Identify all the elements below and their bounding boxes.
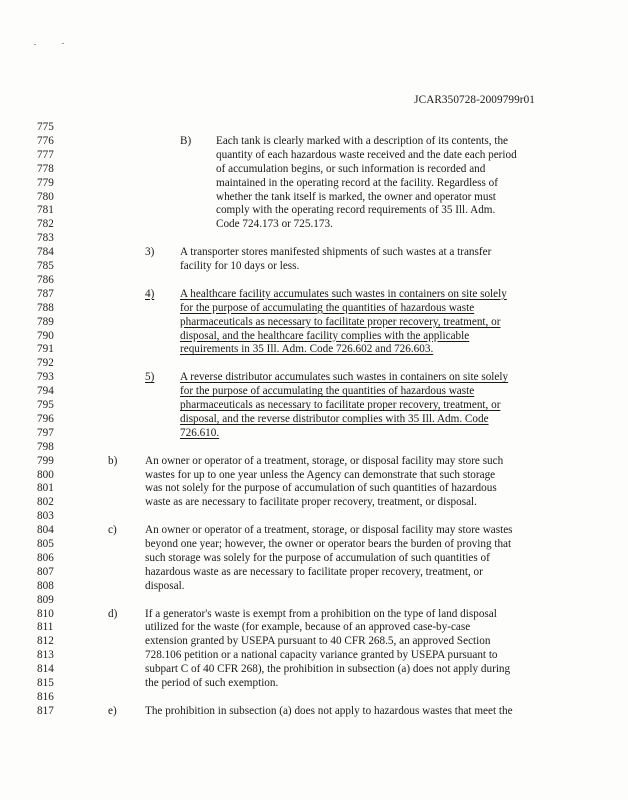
line-number: 811 — [37, 621, 54, 634]
item-label: c) — [108, 524, 117, 537]
item-text-line: An owner or operator of a treatment, storage, or disposal facility may store such — [145, 454, 504, 467]
item-label: 5) — [145, 371, 155, 384]
item-text-line: pharmaceuticals as necessary to facilitate proper recovery, treatment, or — [180, 315, 501, 328]
item-text-line: for the purpose of accumulating the quantities of hazardous waste — [180, 301, 475, 314]
item-text-line: 728.106 petition or a national capacity variance granted by USEPA pursuant to — [145, 649, 498, 662]
item-label: 4) — [145, 287, 155, 300]
item-text-line: pharmaceuticals as necessary to facilitate proper recovery, treatment, or — [180, 399, 501, 411]
line-number: 817 — [37, 704, 54, 717]
item-text-line: A reverse distributor accumulates such wastes in containers on site solely — [180, 371, 509, 384]
item-text-line: A transporter stores manifested shipments of such wastes at a transfer — [180, 246, 492, 259]
line-number: 810 — [37, 607, 54, 620]
item-text-line: disposal. — [145, 579, 185, 592]
item-text-line: extension granted by USEPA pursuant to 40 CFR 268.5, an approved Section — [145, 635, 491, 648]
line-number: 795 — [37, 399, 54, 411]
line-number: 785 — [37, 260, 54, 272]
item-text-line: beyond one year; however, the owner or operator bears the burden of proving that — [145, 538, 512, 550]
line-number: 778 — [37, 162, 54, 175]
line-number: 796 — [37, 412, 54, 425]
line-number: 777 — [37, 148, 54, 161]
item-text-line: quantity of each hazardous waste received and the date each period — [216, 148, 517, 161]
item-text-line: maintained in the operating record at the facility. Regardless of — [216, 176, 498, 189]
item-text-line: for the purpose of accumulating the quantities of hazardous waste — [180, 385, 475, 398]
item-text-line: The prohibition in subsection (a) does not apply to hazardous wastes that meet the — [145, 704, 513, 717]
item-label: e) — [108, 704, 117, 717]
line-number: 792 — [37, 357, 54, 370]
line-number: 794 — [37, 385, 54, 398]
item-text-line: hazardous waste as are necessary to facilitate proper recovery, treatment, or — [145, 565, 483, 578]
item-text-line: disposal, and the healthcare facility complies with the applicable — [180, 329, 470, 342]
line-number: 801 — [37, 482, 54, 495]
line-number: 779 — [37, 176, 54, 189]
line-number: 800 — [37, 468, 54, 481]
item-label: d) — [108, 607, 118, 620]
line-number: 805 — [37, 538, 54, 550]
item-text-line: was not solely for the purpose of accumulation of such quantities of hazardous — [145, 482, 497, 495]
item-text-line: the period of such exemption. — [145, 677, 279, 689]
line-number: 780 — [37, 190, 54, 203]
line-number: 815 — [37, 677, 54, 689]
line-number: 804 — [37, 524, 54, 537]
item-text-line: subpart C of 40 CFR 268), the prohibition in subsection (a) does not apply during — [145, 663, 511, 676]
item-text-line: Each tank is clearly marked with a description of its contents, the — [216, 134, 509, 147]
line-number: 787 — [37, 287, 54, 300]
line-number: 812 — [37, 635, 54, 648]
line-number: 799 — [37, 454, 54, 467]
item-text-line: If a generator's waste is exempt from a prohibition on the type of land disposal — [145, 607, 497, 620]
line-number: 775 — [37, 121, 54, 133]
line-number: 813 — [37, 649, 54, 662]
item-text-line: comply with the operating record requirements of 35 Ill. Adm. — [216, 204, 496, 217]
line-number: 814 — [37, 663, 54, 676]
item-text-line: disposal, and the reverse distributor complies with 35 Ill. Adm. Code — [180, 412, 489, 425]
document-header-id: JCAR350728-2009799r01 — [414, 94, 535, 106]
item-label: B) — [180, 134, 192, 147]
item-text-line: facility for 10 days or less. — [180, 260, 300, 272]
item-text-line: such storage was solely for the purpose of accumulation of such quantities of — [145, 551, 490, 564]
line-number: 803 — [37, 510, 54, 523]
item-text-line: Code 724.173 or 725.173. — [216, 218, 333, 231]
item-text-line: utilized for the waste (for example, because of an approved case-by-case — [145, 621, 471, 634]
line-number: 786 — [37, 273, 54, 286]
item-text-line: of accumulation begins, or such information is recorded and — [216, 162, 486, 175]
line-number: 776 — [37, 134, 54, 147]
line-number: 808 — [37, 579, 54, 592]
item-text-line: wastes for up to one year unless the Agency can demonstrate that such storage — [145, 468, 496, 481]
item-text-line: whether the tank itself is marked, the owner and operator must — [216, 190, 496, 203]
item-label: 3) — [145, 246, 155, 259]
item-text-line: 726.610. — [180, 426, 220, 439]
item-text-line: waste as are necessary to facilitate proper recovery, treatment, or disposal. — [145, 496, 477, 509]
line-number: 781 — [37, 204, 54, 217]
line-number: 788 — [37, 301, 54, 314]
item-text-line: An owner or operator of a treatment, storage, or disposal facility may store wastes — [145, 524, 513, 537]
item-label: b) — [108, 454, 118, 467]
line-number: 783 — [37, 232, 54, 245]
line-number: 782 — [37, 218, 54, 231]
line-number: 816 — [37, 690, 54, 703]
line-number: 784 — [37, 246, 54, 259]
scan-speck — [62, 43, 64, 44]
scan-speck — [34, 44, 36, 45]
line-number: 789 — [37, 315, 54, 328]
line-number: 807 — [37, 565, 54, 578]
line-number: 806 — [37, 551, 54, 564]
line-number: 802 — [37, 496, 54, 509]
item-text-line: requirements in 35 Ill. Adm. Code 726.602 and 726.603. — [180, 343, 434, 356]
item-text-line: A healthcare facility accumulates such wastes in containers on site solely — [180, 287, 507, 300]
line-number: 793 — [37, 371, 54, 384]
line-number: 790 — [37, 329, 54, 342]
line-number: 798 — [37, 440, 54, 453]
line-number: 797 — [37, 426, 54, 439]
line-number: 791 — [37, 343, 54, 356]
line-number: 809 — [37, 593, 54, 606]
